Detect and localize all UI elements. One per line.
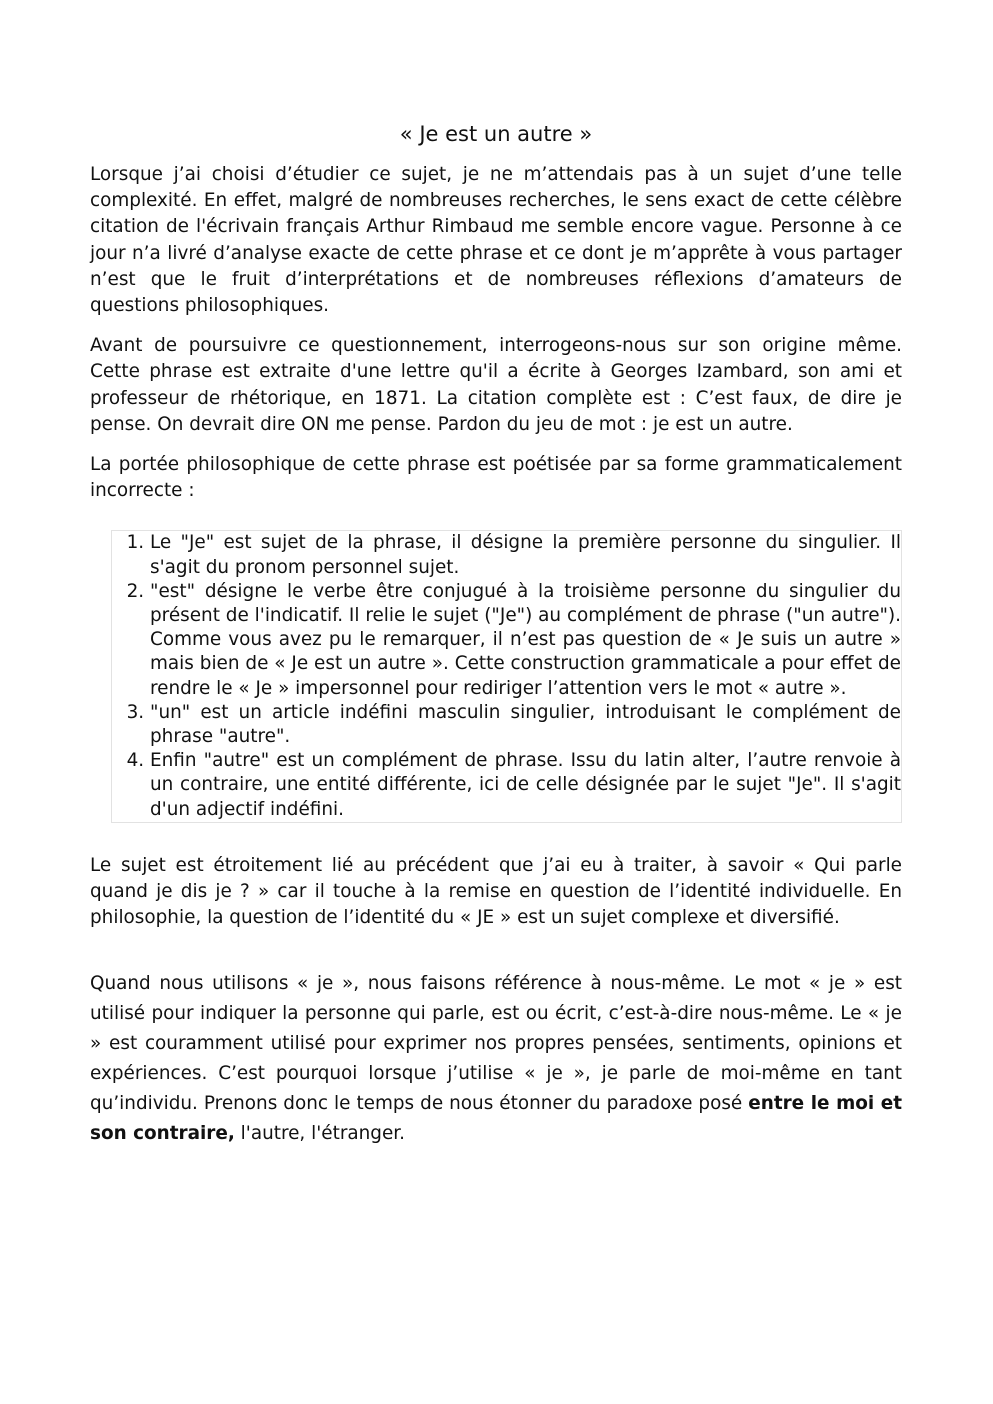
- final-paragraph: [90, 969, 902, 1149]
- list-item: 3. "un" est un article indéfini masculin singulier, introduisant le complément de phrase "autre".: [150, 701, 901, 749]
- final-paragraph-text: Quand nous utilisons « je », nous faisons référence à nous-même. Le mot « je » est utilisé pour indiquer la personne qui parle, est ou écrit, c’est-à-dire nous-même. Le « je » est couramment utilisé pour exprimer nos propres pensées, sentiments, opinions et expériences. C’est pourquoi lorsque j’utilise « je », je parle de moi-même en tant qu’individu. Prenons donc le temps de nous étonner du paradoxe posé: [90, 973, 902, 1115]
- document-title: « Je est un autre »: [399, 122, 593, 146]
- final-paragraph-bold: entre le moi et son contraire,: [90, 1093, 903, 1145]
- document-page: [90, 118, 902, 1163]
- origin-paragraph: Avant de poursuivre ce questionnement, interrogeons-nous sur son origine même. Cette phrase est extraite d'une lettre qu'il a écrite à Georges Izambard, son ami et professeur de rhétorique, en 1871. La citation complète est : C’est faux, de dire je pense. On devrait dire ON me pense. Pardon du jeu de mot : je est un autre.: [90, 335, 902, 435]
- grammar-list: [112, 531, 901, 821]
- grammar-list-box: [111, 530, 902, 822]
- list-item: 2. "est" désigne le verbe être conjugué à la troisième personne du singulier du présent de l'indicatif. Il relie le sujet ("Je") au complément de phrase ("un autre"). Comme vous avez pu le remarquer, il n’est pas question de « Je suis un autre » mais bien de « Je est un autre ». Cette construction grammaticale a pour effet de rendre le « Je » impersonnel pour rediriger l’attention vers le mot « autre ».: [150, 580, 901, 701]
- intro-paragraph: Lorsque j’ai choisi d’étudier ce sujet, je ne m’attendais pas à un sujet d’une telle complexité. En effet, malgré de nombreuses recherches, le sens exact de cette célèbre citation de l'écrivain français Arthur Rimbaud me semble encore vague. Personne à ce jour n’a livré d’analyse exacte de cette phrase et ce dont je m’apprête à vous partager n’est que le fruit d’interprétations et de nombreuses réflexions d’amateurs de questions philosophiques.: [90, 164, 902, 317]
- list-item: 4. Enfin "autre" est un complément de phrase. Issu du latin alter, l’autre renvoie à un contraire, une entité différente, ici de celle désignée par le sujet "Je". Il s'agit d'un adjectif indéfini.: [150, 749, 901, 822]
- identity-paragraph: Le sujet est étroitement lié au précédent que j’ai eu à traiter, à savoir « Qui parle quand je dis je ? » car il touche à la remise en question de l’identité individuelle. En philosophie, la question de l’identité du « JE » est un sujet complexe et diversifié.: [90, 854, 902, 929]
- final-paragraph-end: l'autre, l'étranger.: [234, 1123, 406, 1145]
- paragraph-spacer: [90, 945, 902, 969]
- list-item: 1. Le "Je" est sujet de la phrase, il désigne la première personne du singulier. Il s'agit du pronom personnel sujet.: [150, 531, 901, 579]
- grammar-intro-paragraph: La portée philosophique de cette phrase est poétisée par sa forme grammaticalement incorrecte :: [90, 454, 902, 502]
